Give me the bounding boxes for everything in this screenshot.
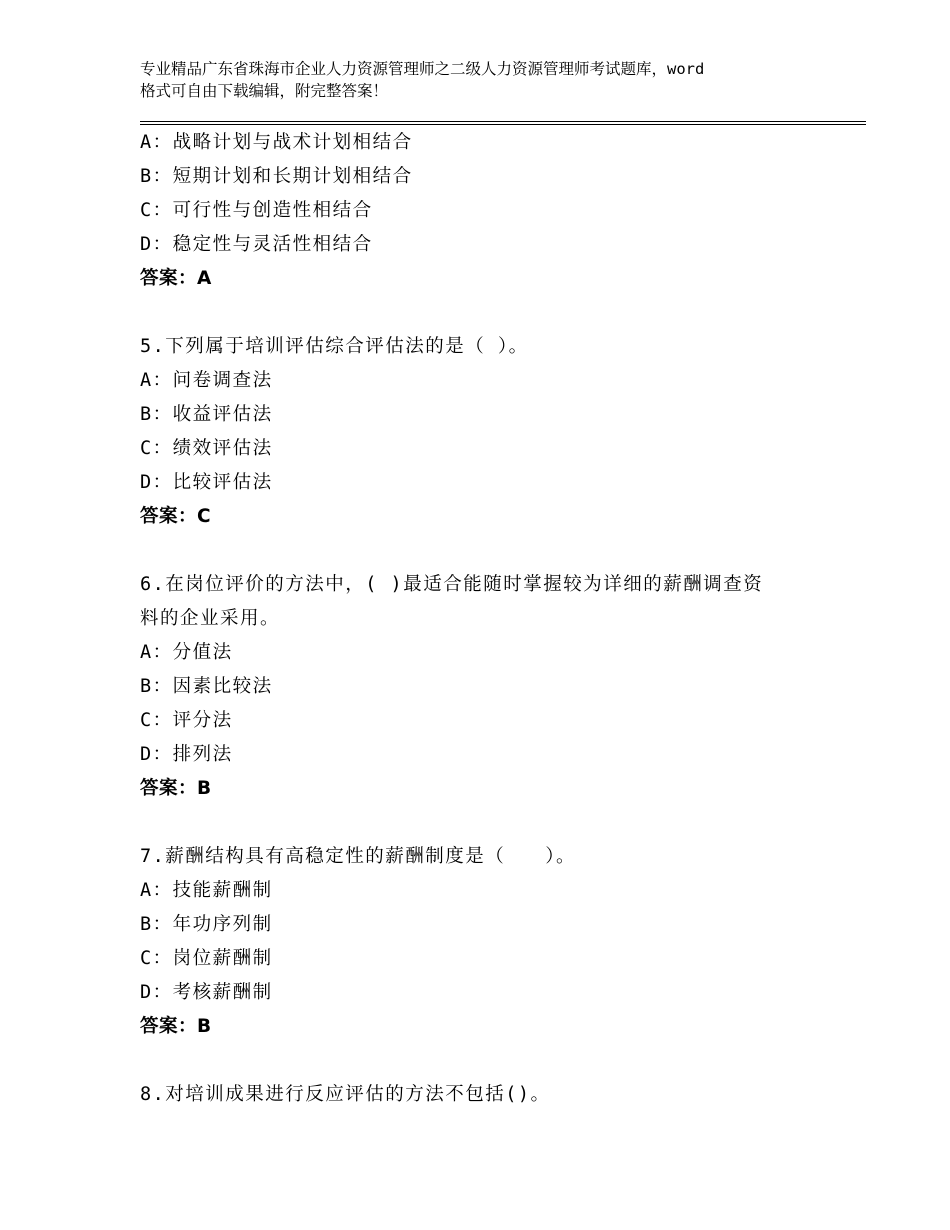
spacer: [140, 534, 820, 568]
question-4-block: [140, 126, 820, 296]
header-line-2: 格式可自由下载编辑，附完整答案！: [140, 82, 389, 100]
question-8-block: [140, 1078, 820, 1112]
option-c: C：评分法: [140, 710, 233, 731]
question-content: [140, 126, 820, 1112]
option-d: D：考核薪酬制: [140, 982, 273, 1003]
question-text-line-2: 料的企业采用。: [140, 608, 281, 629]
option-c: C：可行性与创造性相结合: [140, 200, 373, 221]
header-line-1: 专业精品广东省珠海市企业人力资源管理师之二级人力资源管理师考试题库，word: [140, 60, 705, 78]
question-7-block: [140, 840, 820, 1044]
option-b: B：收益评估法: [140, 404, 273, 425]
spacer: [140, 806, 820, 840]
option-d: D：稳定性与灵活性相结合: [140, 234, 373, 255]
option-d: D：比较评估法: [140, 472, 273, 493]
question-text: 5.下列属于培训评估综合评估法的是（ ）。: [140, 336, 529, 357]
option-b: B：短期计划和长期计划相结合: [140, 166, 413, 187]
spacer: [140, 296, 820, 330]
option-c: C：岗位薪酬制: [140, 948, 273, 969]
option-d: D：排列法: [140, 744, 233, 765]
question-text: 7.薪酬结构具有高稳定性的薪酬制度是（ ）。: [140, 846, 577, 867]
option-a: A：问卷调查法: [140, 370, 273, 391]
answer-label: 答案：A: [140, 268, 212, 289]
answer-label: 答案：B: [140, 778, 212, 799]
header-divider-bottom: [140, 124, 866, 125]
spacer: [140, 1044, 820, 1078]
option-c: C：绩效评估法: [140, 438, 273, 459]
question-5-block: [140, 330, 820, 534]
option-b: B：因素比较法: [140, 676, 273, 697]
option-a: A：分值法: [140, 642, 233, 663]
document-header: [140, 58, 840, 102]
answer-label: 答案：C: [140, 506, 212, 527]
header-divider-top: [140, 121, 866, 122]
option-a: A：战略计划与战术计划相结合: [140, 132, 413, 153]
option-b: B：年功序列制: [140, 914, 273, 935]
question-text-line-1: 6.在岗位评价的方法中，( )最适合能随时掌握较为详细的薪酬调查资: [140, 574, 764, 595]
question-6-block: [140, 568, 820, 806]
question-text: 8.对培训成果进行反应评估的方法不包括()。: [140, 1084, 551, 1105]
answer-label: 答案：B: [140, 1016, 212, 1037]
option-a: A：技能薪酬制: [140, 880, 273, 901]
